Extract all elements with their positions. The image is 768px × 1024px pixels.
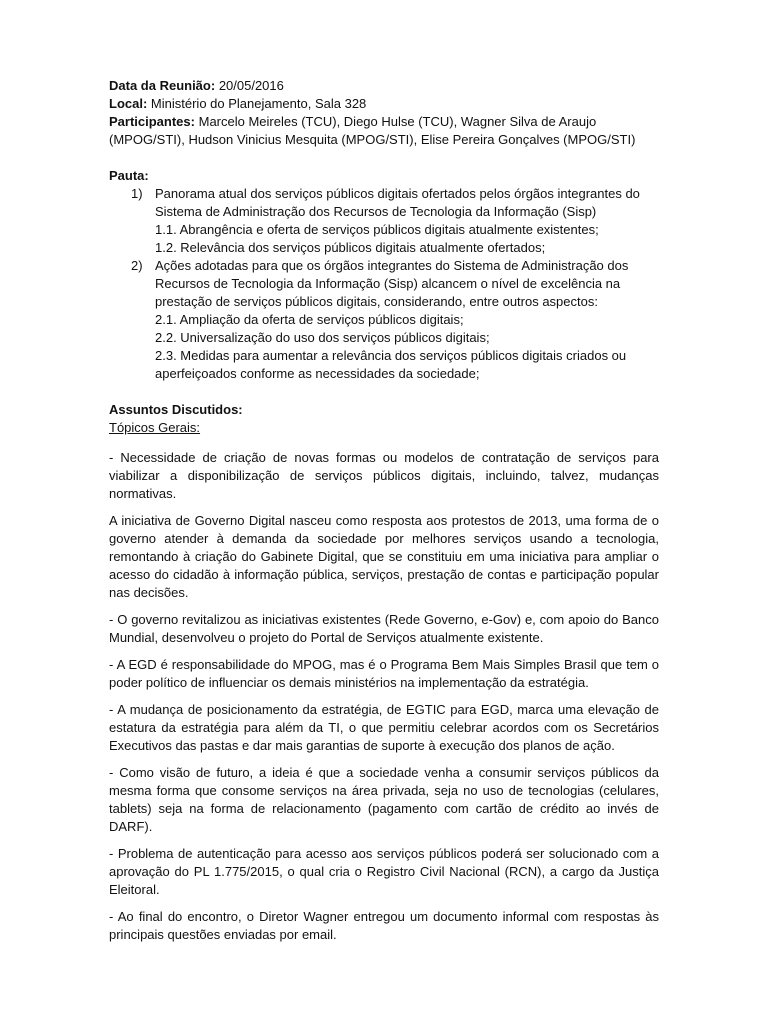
discussion-paragraph: - A mudança de posicionamento da estratégia, de EGTIC para EGD, marca uma elevação de estatura da estratégia para além da TI, o que permitiu celebrar acordos com os Secretários Executivos das pastas e dar mais garantias de suporte à execução dos planos de ação. (109, 702, 659, 753)
pauta-subitem: 1.2. Relevância dos serviços públicos digitais atualmente ofertados; (155, 240, 546, 255)
discussion-paragraph: A iniciativa de Governo Digital nasceu como resposta aos protestos de 2013, uma forma de o governo atender à demanda da sociedade por melhores serviços usando a tecnologia, remontando à criação do Gabinete Digital, que se constituiu em uma iniciativa para ampliar o acesso do cidadão à informação pública, serviços, prestação de contas e participação popular nas decisões. (109, 513, 659, 600)
participants-label: Participantes: (109, 114, 195, 129)
local-label: Local: (109, 96, 148, 111)
pauta-item-number: 2) (131, 258, 143, 273)
participants-value: Marcelo Meireles (TCU), Diego Hulse (TCU), Wagner Silva de Araujo (MPOG/STI), Hudson Vinicius Mesquita (MPOG/STI), Elise Pereira Gonçalves (MPOG/STI) (109, 114, 636, 147)
discussion-paragraph: - Necessidade de criação de novas formas ou modelos de contratação de serviços para viabilizar a disponibilização de serviços públicos digitais, incluindo, talvez, mudanças normativas. (109, 450, 659, 501)
pauta-item-text: Ações adotadas para que os órgãos integrantes do Sistema de Administração dos Recursos de Tecnologia da Informação (Sisp) alcancem o nível de excelência na prestação de serviços públicos digitais, considerando, entre outros aspectos: (155, 258, 629, 309)
meeting-location (109, 95, 659, 113)
pauta-title: Pauta: (109, 168, 149, 183)
pauta-list (109, 185, 659, 383)
pauta-subitem: 2.2. Universalização do uso dos serviços públicos digitais; (155, 330, 490, 345)
discussion-paragraph: - Como visão de futuro, a ideia é que a sociedade venha a consumir serviços públicos da mesma forma que consome serviços na área privada, seja no uso de tecnologias (celulares, tablets) seja na forma de relacionamento (pagamento com cartão de crédito ao invés de DARF). (109, 765, 659, 834)
document-body (109, 77, 659, 944)
pauta-subitem: 2.3. Medidas para aumentar a relevância dos serviços públicos digitais criados ou aperfeiçoados conforme as necessidades da sociedade; (155, 348, 627, 381)
pauta-item (109, 257, 659, 383)
pauta-item-number: 1) (131, 186, 143, 201)
meeting-date (109, 77, 659, 95)
pauta-subitem: 1.1. Abrangência e oferta de serviços públicos digitais atualmente existentes; (155, 222, 599, 237)
discussion-paragraph: - Ao final do encontro, o Diretor Wagner entregou um documento informal com respostas às principais questões enviadas por email. (109, 909, 659, 942)
pauta-item-text: Panorama atual dos serviços públicos digitais ofertados pelos órgãos integrantes do Sistema de Administração dos Recursos de Tecnologia da Informação (Sisp) (155, 186, 640, 219)
topicos-gerais-subtitle: Tópicos Gerais: (109, 420, 201, 435)
discussion-paragraph: - A EGD é responsabilidade do MPOG, mas é o Programa Bem Mais Simples Brasil que tem o poder político de influenciar os demais ministérios na implementação da estratégia. (109, 657, 659, 690)
date-value: 20/05/2016 (218, 78, 284, 93)
date-label: Data da Reunião: (109, 78, 216, 93)
discussion-paragraph: - O governo revitalizou as iniciativas existentes (Rede Governo, e-Gov) e, com apoio do Banco Mundial, desenvolveu o projeto do Portal de Serviços atualmente existente. (109, 612, 659, 645)
discussion-paragraph: - Problema de autenticação para acesso aos serviços públicos poderá ser solucionado com a aprovação do PL 1.775/2015, o qual cria o Registro Civil Nacional (RCN), a cargo da Justiça Eleitoral. (109, 846, 659, 897)
assuntos-title: Assuntos Discutidos: (109, 402, 243, 417)
local-value: Ministério do Planejamento, Sala 328 (150, 96, 367, 111)
pauta-item (109, 185, 659, 257)
meeting-participants (109, 113, 659, 149)
pauta-subitem: 2.1. Ampliação da oferta de serviços públicos digitais; (155, 312, 464, 327)
